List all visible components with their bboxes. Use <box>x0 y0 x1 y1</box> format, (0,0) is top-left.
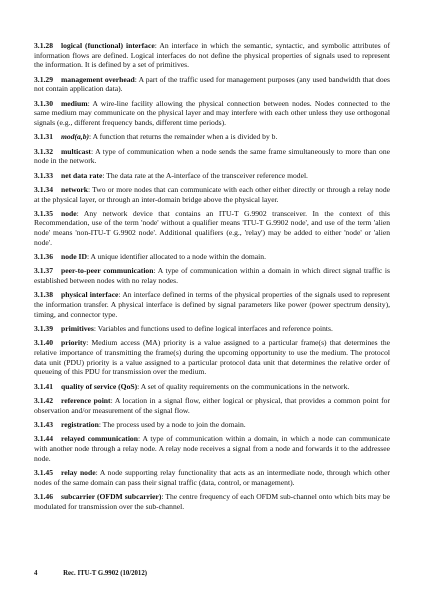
definition-body: : The data rate at the A-interface of the transceiver reference model. <box>102 170 308 180</box>
definition-number: 3.1.29 <box>34 74 53 84</box>
page-footer <box>34 569 147 578</box>
definition-number: 3.1.38 <box>34 290 53 300</box>
definition-term: priority <box>60 338 87 348</box>
definition-term: net data rate <box>60 170 103 180</box>
definition-body: : The centre frequency of each OFDM sub-channel onto which bits may be modulated for transmission over the sub-channel. <box>34 491 390 511</box>
definition-term: primitives <box>60 324 94 334</box>
definition-term: relay node <box>60 467 96 477</box>
definition-term: registration <box>60 419 99 429</box>
definition-number: 3.1.31 <box>34 132 53 142</box>
definition-entry <box>34 492 390 511</box>
definition-body: : A wire-line facility allowing the physical connection between nodes. Nodes connected to the same medium may communicate on the physical layer and may interfere with each other unless they use orthogonal signals (e.g., different frequency bands, different time periods). <box>34 98 390 127</box>
definition-entry <box>34 290 390 319</box>
definition-number: 3.1.36 <box>34 252 53 262</box>
definition-entry <box>34 41 390 70</box>
definition-term: logical (functional) interface <box>60 41 155 50</box>
definition-number: 3.1.40 <box>34 338 53 348</box>
definition-term: physical interface <box>60 290 119 300</box>
definition-body: : A set of quality requirements on the communications in the network. <box>137 381 350 391</box>
definitions-list <box>34 41 390 511</box>
definition-body: : A type of communication within a domain, in which a node can communicate with another node through a relay node. A relay node receives a signal from a node and forwards it to the addressee node. <box>34 434 390 463</box>
definition-number: 3.1.44 <box>34 434 53 444</box>
definition-entry <box>34 185 390 204</box>
definition-body: : A function that returns the remainder when a is divided by b. <box>89 132 278 142</box>
definition-term: node ID <box>60 252 87 262</box>
definition-entry <box>34 132 390 142</box>
definition-number: 3.1.43 <box>34 419 53 429</box>
definition-entry <box>34 171 390 181</box>
definition-entry <box>34 434 390 463</box>
definition-body: : Medium access (MA) priority is a value assigned to a particular frame(s) that determines the relative importance of transmitting the frame(s) during the upcoming opportunity to use the medium. The protocol data unit (PDU) priority is a value assigned to a particular protocol data unit that determines the relative order of queueing of this PDU for transmission over the medium. <box>34 338 390 377</box>
definition-entry <box>34 382 390 392</box>
definition-number: 3.1.32 <box>34 146 53 156</box>
definition-body: : A part of the traffic used for management purposes (any used bandwidth that does not contain application data). <box>34 74 391 94</box>
definition-entry <box>34 252 390 262</box>
definition-number: 3.1.33 <box>34 170 53 180</box>
definition-term: mod(a,b) <box>60 132 90 142</box>
definition-entry <box>34 338 390 376</box>
definition-entry <box>34 468 390 487</box>
definition-entry <box>34 324 390 334</box>
definition-term: node <box>60 208 77 218</box>
definition-body: : An interface defined in terms of the physical properties of the signals used to represent the information transfer. A physical interface is defined by signal parameters like power (power spectrum density), timing, and connector type. <box>34 290 390 319</box>
definition-term: management overhead <box>60 74 135 84</box>
definition-body: : Variables and functions used to define logical interfaces and reference points. <box>93 324 333 334</box>
definition-number: 3.1.45 <box>34 467 53 477</box>
recommendation-reference: Rec. ITU-T G.9902 (10/2012) <box>63 570 147 577</box>
definition-number: 3.1.35 <box>34 208 53 218</box>
definition-entry <box>34 147 390 166</box>
definition-term: multicast <box>60 146 91 156</box>
definition-body: : A unique identifier allocated to a node within the domain. <box>86 252 266 262</box>
definition-body: : A type of communication within a domain in which direct signal traffic is established between nodes with no relay nodes. <box>34 266 390 286</box>
definition-term: peer-to-peer communication <box>60 266 154 276</box>
definition-term: subcarrier (OFDM subcarrier) <box>60 491 162 501</box>
definition-body: : A location in a signal flow, either logical or physical, that provides a common point for observation and/or measurement of the signal flow. <box>34 395 391 415</box>
definition-number: 3.1.28 <box>34 41 53 50</box>
definition-term: quality of service (QoS) <box>60 381 138 391</box>
definition-body: : An interface in which the semantic, syntactic, and symbolic attributes of information flows are defined. Logical interfaces do not define the physical properties of signals used to represent the information. It is defined by a set of primitives. <box>34 41 390 70</box>
definition-entry <box>34 209 390 247</box>
definition-number: 3.1.30 <box>34 98 53 108</box>
definition-body: : Any network device that contains an ITU-T G.9902 transceiver. In the context of this Recommendation, use of the term 'node' without a qualifier means 'ITU-T G.9902 node', and use of the term 'alien node' means 'non-ITU-T G.9902 node'. Additional qualifiers (e.g., 'relay') may be added to either 'node' or 'alien node'. <box>34 208 390 247</box>
definition-number: 3.1.37 <box>34 266 53 276</box>
definition-entry <box>34 75 390 94</box>
definition-number: 3.1.41 <box>34 381 53 391</box>
definition-body: : A type of communication when a node sends the same frame simultaneously to more than one node in the network. <box>34 146 390 166</box>
page-number: 4 <box>34 570 38 577</box>
definition-body: : The process used by a node to join the domain. <box>98 419 246 429</box>
definition-entry <box>34 99 390 128</box>
definition-term: medium <box>60 98 88 108</box>
definition-body: : A node supporting relay functionality that acts as an intermediate node, through which other nodes of the same domain can pass their signal traffic (data, control, or management). <box>34 467 390 487</box>
definition-number: 3.1.42 <box>34 395 53 405</box>
definition-entry <box>34 420 390 430</box>
definition-body: : Two or more nodes that can communicate with each other either directly or through a relay node at the physical layer, or through an inter-domain bridge above the physical layer. <box>34 184 390 204</box>
definition-term: reference point <box>60 395 111 405</box>
definition-number: 3.1.39 <box>34 324 53 334</box>
definition-number: 3.1.46 <box>34 491 53 501</box>
definition-term: relayed communication <box>60 434 138 444</box>
definition-number: 3.1.34 <box>34 184 53 194</box>
definition-term: network <box>60 184 88 194</box>
definition-entry <box>34 396 390 415</box>
definition-entry <box>34 266 390 285</box>
